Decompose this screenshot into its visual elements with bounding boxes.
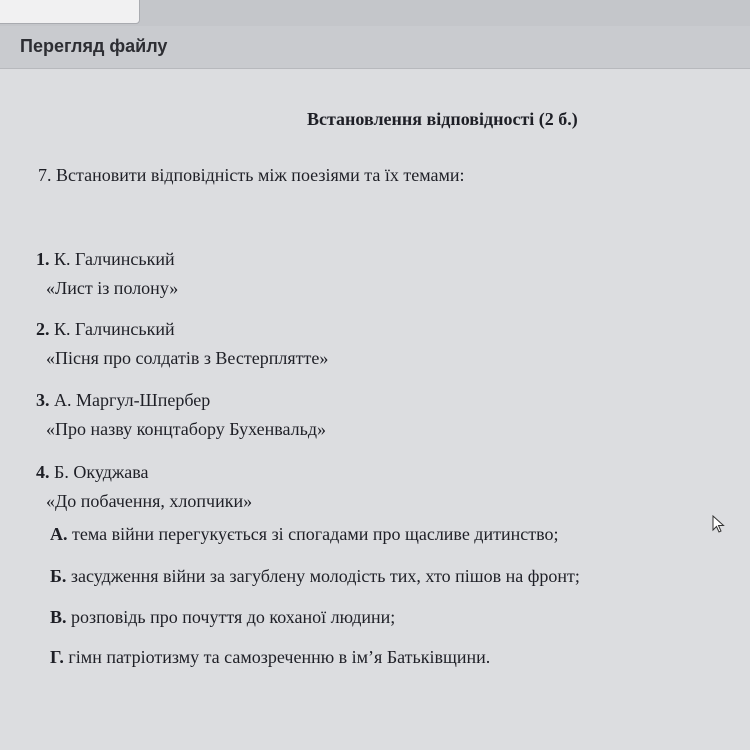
poem-author: А. Маргул-Шпербер <box>54 390 211 410</box>
poem-author: Б. Окуджава <box>54 462 149 482</box>
file-view-header <box>0 26 750 69</box>
poem-item <box>36 458 486 516</box>
poem-title: «Лист із полону» <box>46 278 179 298</box>
poem-author: К. Галчинський <box>54 249 175 269</box>
answer-letter: В. <box>50 607 67 627</box>
poem-item <box>36 245 486 303</box>
poem-item <box>36 386 486 444</box>
poem-title: «Про назву концтабору Бухенвальд» <box>46 419 327 439</box>
answer-text: розповідь про почуття до коханої людини; <box>71 607 396 627</box>
window-top-strip <box>0 0 750 26</box>
document-page <box>0 69 750 750</box>
section-title: Встановлення відповідності (2 б.) <box>307 109 578 129</box>
answer-letter: Г. <box>50 647 64 667</box>
poem-title: «До побачення, хлопчики» <box>46 491 253 511</box>
answer-text: тема війни перегукується зі спогадами про щасливе дитинство; <box>72 524 559 544</box>
mouse-pointer-icon <box>712 515 726 533</box>
poem-title: «Пісня про солдатів з Вестерплятте» <box>46 348 329 368</box>
answer-text: гімн патріотизму та самозреченню в ім’я Батьківщини. <box>68 647 491 667</box>
poem-number: 3. <box>36 390 50 410</box>
poem-author: К. Галчинський <box>54 319 175 339</box>
answer-letter: А. <box>50 524 68 544</box>
answer-item <box>50 566 730 587</box>
answer-letter: Б. <box>50 566 67 586</box>
poem-number: 1. <box>36 249 50 269</box>
poem-item <box>36 315 486 373</box>
header-title: Перегляд файлу <box>20 36 168 56</box>
answer-item <box>50 647 730 668</box>
answer-text: засудження війни за загублену молодість тих, хто пішов на фронт; <box>70 566 580 586</box>
answer-item <box>50 607 730 628</box>
top-toolbar-box[interactable] <box>0 0 140 24</box>
poem-number: 2. <box>36 319 50 339</box>
poem-number: 4. <box>36 462 50 482</box>
question-text: 7. Встановити відповідність між поезіями та їх темами: <box>38 165 465 185</box>
answer-item <box>50 524 730 545</box>
